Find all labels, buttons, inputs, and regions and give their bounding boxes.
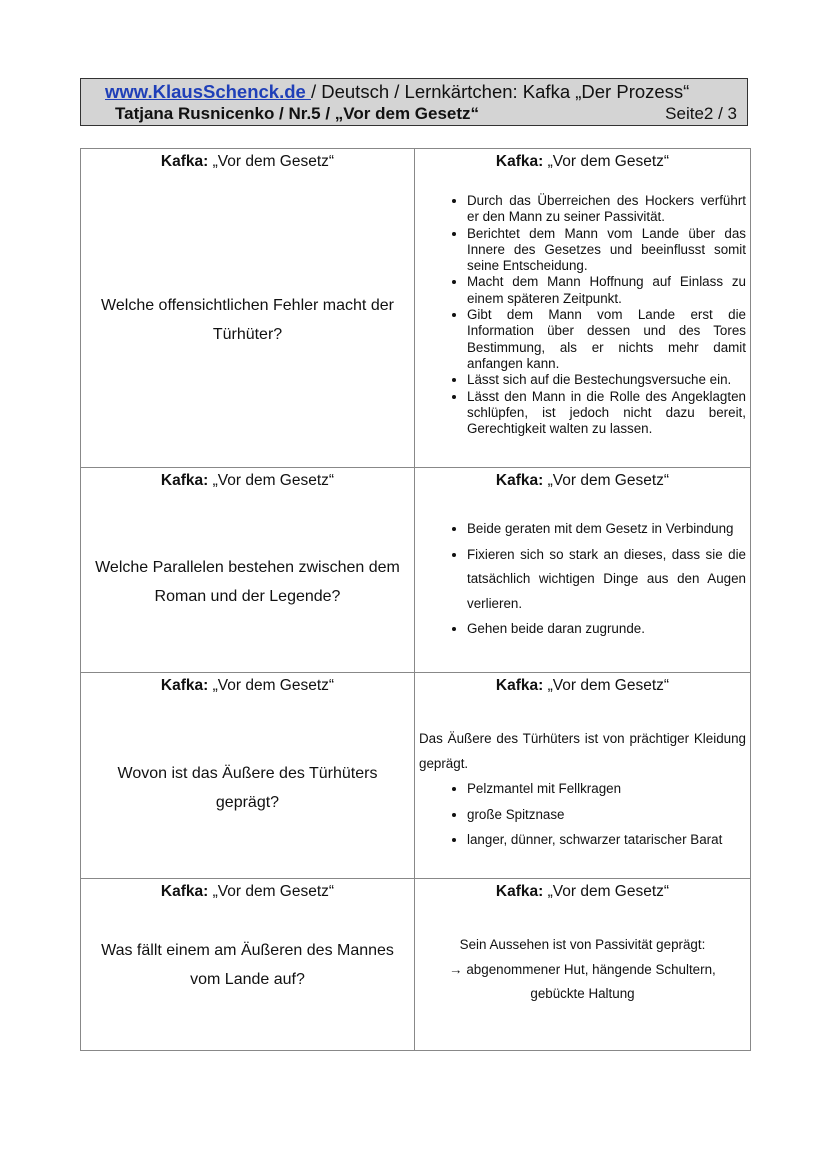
- list-item: • Berichtet dem Mann vom Lande über das Innere des Gesetzes und beeinflusst somit seine Entscheidung.: [467, 226, 746, 275]
- answer-list: [415, 193, 750, 437]
- card-title: Kafka: „Vor dem Gesetz“: [160, 472, 335, 489]
- card-title: Kafka: „Vor dem Gesetz“: [495, 883, 670, 900]
- card-answer-cell: [415, 468, 751, 673]
- card-title: Kafka: „Vor dem Gesetz“: [160, 153, 335, 170]
- page-number: Seite2 / 3: [665, 104, 737, 123]
- list-item: • langer, dünner, schwarzer tatarischer Barat: [467, 827, 746, 853]
- page-header: [80, 78, 748, 126]
- list-item: • Lässt den Mann in die Rolle des Angeklagten schlüpfen, ist jedoch nicht dazu bereit, Gerechtigkeit walten zu lassen.: [467, 389, 746, 438]
- card-title: Kafka: „Vor dem Gesetz“: [160, 677, 335, 694]
- header-path: / Deutsch / Lernkärtchen: Kafka „Der Prozess“: [310, 81, 690, 102]
- card-question-cell: [81, 879, 415, 1051]
- card-answer-cell: [415, 879, 751, 1051]
- question-text: Was fällt einem am Äußeren des Mannes vom Lande auf?: [101, 942, 394, 988]
- question-text: Wovon ist das Äußere des Türhüters geprägt?: [117, 765, 378, 811]
- card-title: Kafka: „Vor dem Gesetz“: [495, 472, 670, 489]
- card-question-cell: [81, 149, 415, 468]
- header-author-line: Tatjana Rusnicenko / Nr.5 / „Vor dem Gesetz“: [115, 104, 480, 123]
- answer-text: [415, 933, 750, 1007]
- answer-list: [415, 517, 750, 642]
- flashcard-table: [80, 148, 751, 1051]
- card-title: Kafka: „Vor dem Gesetz“: [160, 883, 335, 900]
- card-title: Kafka: „Vor dem Gesetz“: [495, 153, 670, 170]
- list-item: • große Spitznase: [467, 802, 746, 828]
- list-item: • Gibt dem Mann vom Lande erst die Information über dessen und des Tores Bestimmung, als er nichts mehr damit anfangen kann.: [467, 307, 746, 372]
- list-item: • Durch das Überreichen des Hockers verführt er den Mann zu seiner Passivität.: [467, 193, 746, 226]
- card-question-cell: [81, 468, 415, 673]
- question-text: Welche offensichtlichen Fehler macht der Türhüter?: [101, 297, 394, 343]
- list-item: • Macht dem Mann Hoffnung auf Einlass zu einem späteren Zeitpunkt.: [467, 274, 746, 307]
- header-title-line: [105, 81, 689, 103]
- list-item: • Beide geraten mit dem Gesetz in Verbindung: [467, 517, 746, 542]
- card-answer-cell: [415, 149, 751, 468]
- site-link[interactable]: www.KlausSchenck.de: [105, 81, 311, 102]
- list-item: • Gehen beide daran zugrunde.: [467, 617, 746, 642]
- card-question-cell: [81, 673, 415, 879]
- list-item: • Fixieren sich so stark an dieses, dass sie die tatsächlich wichtigen Dinge aus den Augen verlieren.: [467, 543, 746, 617]
- answer-intro: Das Äußere des Türhüters ist von prächtiger Kleidung geprägt.: [419, 731, 746, 771]
- answer-line: → abgenommener Hut, hängende Schultern,: [449, 961, 716, 977]
- question-text: Welche Parallelen bestehen zwischen dem Roman und der Legende?: [95, 559, 400, 605]
- card-row: [81, 468, 751, 673]
- answer-line: gebückte Haltung: [530, 986, 635, 1001]
- card-row: [81, 149, 751, 468]
- answer-list: [415, 776, 750, 853]
- card-row: [81, 879, 751, 1051]
- list-item: • Lässt sich auf die Bestechungsversuche ein.: [467, 372, 746, 388]
- list-item: • Pelzmantel mit Fellkragen: [467, 776, 746, 802]
- answer-line: Sein Aussehen ist von Passivität geprägt:: [459, 937, 706, 952]
- card-answer-cell: [415, 673, 751, 879]
- card-title: Kafka: „Vor dem Gesetz“: [495, 677, 670, 694]
- card-row: [81, 673, 751, 879]
